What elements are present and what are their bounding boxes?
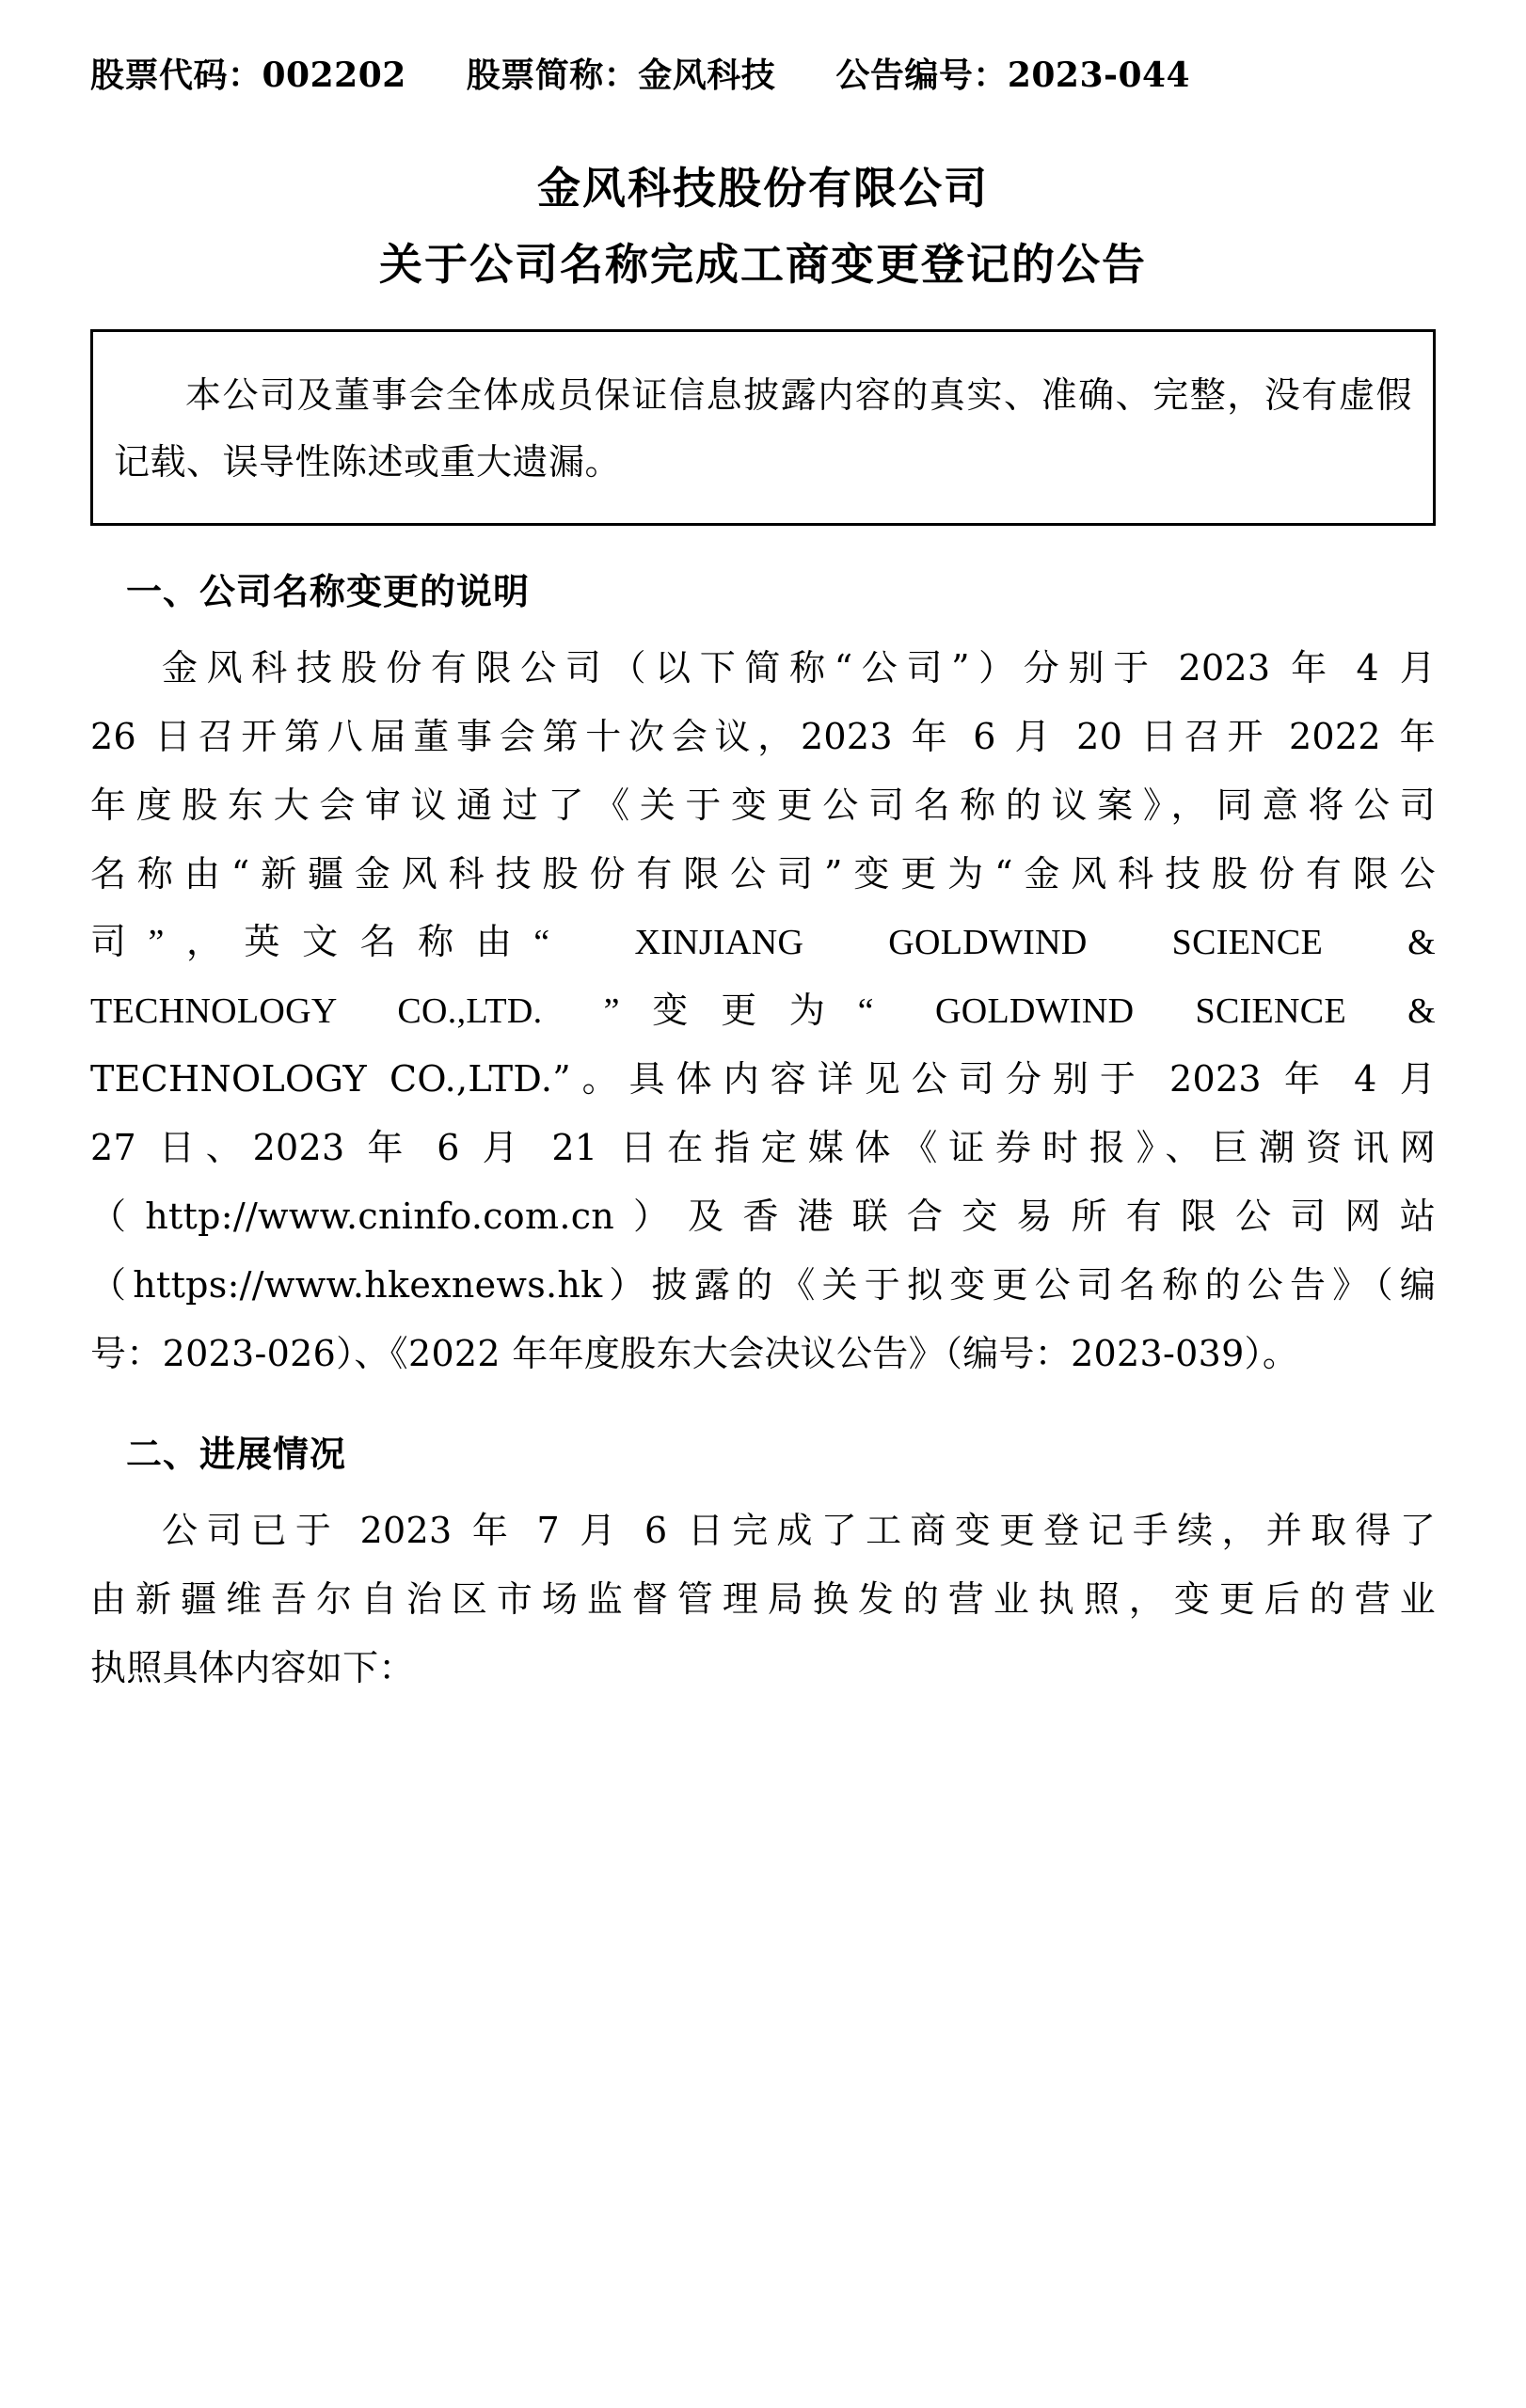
paragraph-line: 号：2023-026）、《2022 年年度股东大会决议公告》（编号：2023-039）。 <box>90 1333 1299 1375</box>
section-heading-1: 一、公司名称变更的说明 <box>126 569 531 612</box>
paragraph-line: 金风科技股份有限公司（以下简称“公司”）分别于 2023 年 4 月 <box>162 646 1436 689</box>
paragraph-line: TECHNOLOGY CO.,LTD.”。具体内容详见公司分别于 2023 年 4 月 <box>90 1058 1436 1101</box>
stock-short-name: 股票简称：金风科技 <box>466 55 776 95</box>
company-title: 金风科技股份有限公司 <box>537 163 989 214</box>
paragraph-line: 公司已于 2023 年 7 月 6 日完成了工商变更登记手续，并取得了 <box>162 1510 1436 1552</box>
paragraph-line: 执照具体内容如下： <box>90 1646 415 1688</box>
document-header <box>90 49 1436 97</box>
paragraph-line: TECHNOLOGY CO.,LTD. ”变更为“ GOLDWIND SCIENCE & <box>90 990 1436 1031</box>
disclaimer-box <box>90 329 1436 526</box>
disclaimer-text: 本公司及董事会全体成员保证信息披露内容的真实、准确、完整，没有虚假记载、误导性陈述或重大遗漏。 <box>114 374 1412 483</box>
page-content <box>90 0 1436 1703</box>
section-paragraph-2 <box>90 1497 1436 1703</box>
paragraph-line: 司”，英文名称由“ XINJIANG GOLDWIND SCIENCE & <box>90 922 1436 962</box>
section-paragraph-1 <box>90 634 1436 1388</box>
announcement-number: 公告编号：2023-044 <box>835 55 1191 95</box>
paragraph-line: 由新疆维吾尔自治区市场监督管理局换发的营业执照，变更后的营业 <box>90 1578 1436 1620</box>
paragraph-line: （https://www.hkexnews.hk）披露的《关于拟变更公司名称的公告》（编 <box>90 1264 1436 1307</box>
announcement-subject-title: 关于公司名称完成工商变更登记的公告 <box>379 238 1147 290</box>
paragraph-line: 27 日、2023 年 6 月 21 日在指定媒体《证券时报》、巨潮资讯网 <box>90 1127 1436 1169</box>
paragraph-line: 名称由“新疆金风科技股份有限公司”变更为“金风科技股份有限公 <box>90 852 1436 895</box>
paragraph-line: 26 日召开第八届董事会第十次会议，2023 年 6 月 20 日召开 2022 年 <box>90 715 1436 757</box>
stock-code: 股票代码：002202 <box>90 55 406 95</box>
paragraph-line: （http://www.cninfo.com.cn）及香港联合交易所有限公司网站 <box>90 1196 1436 1238</box>
paragraph-line: 年度股东大会审议通过了《关于变更公司名称的议案》，同意将公司 <box>90 784 1436 826</box>
section-heading-2: 二、进展情况 <box>126 1433 347 1476</box>
title-block <box>90 157 1436 295</box>
